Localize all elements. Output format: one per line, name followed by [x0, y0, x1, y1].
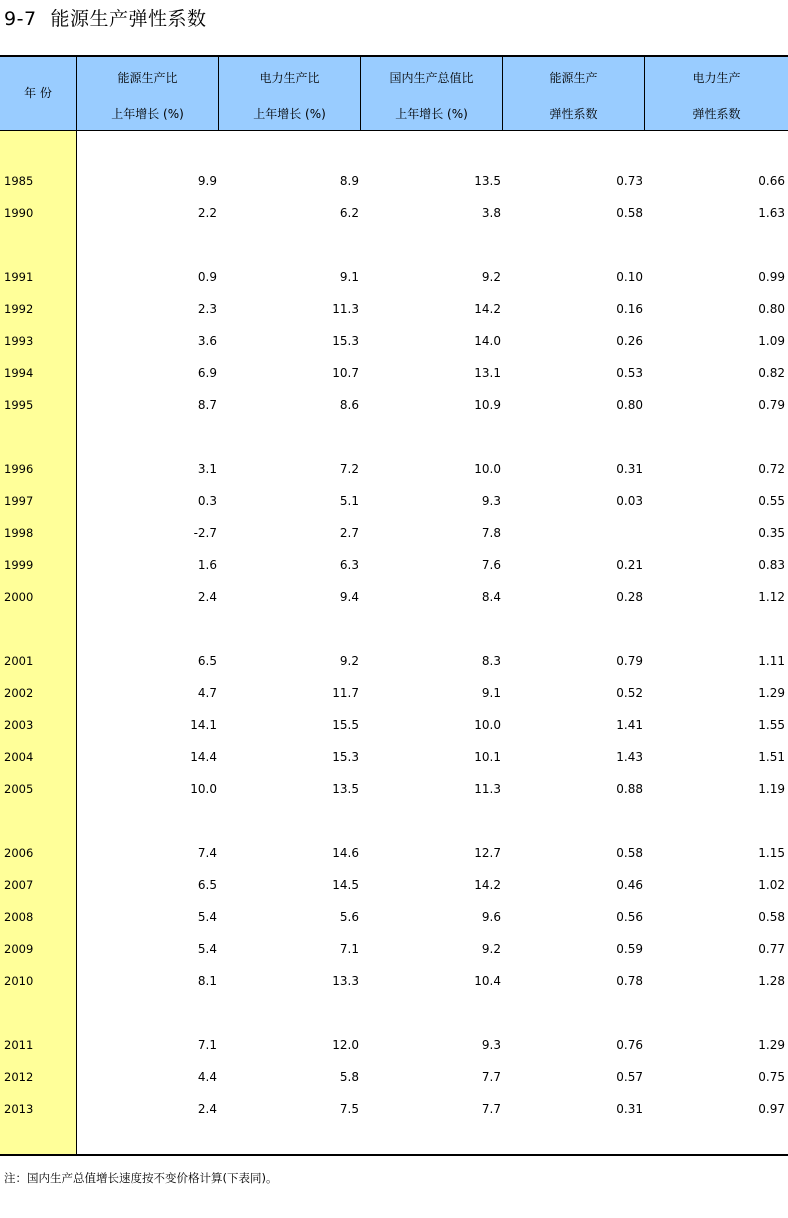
power-elasticity-cell: 1.11 [758, 654, 785, 668]
power-growth-cell: 5.8 [339, 1070, 359, 1084]
power-elasticity-cell: 1.29 [758, 686, 785, 700]
power-elasticity-cell: 1.02 [758, 878, 785, 892]
power-growth-cell: 11.3 [332, 302, 359, 316]
row-year: 1992 [4, 302, 34, 316]
header-line1: 电力生产比 [259, 71, 320, 85]
power-elasticity-cell: 1.28 [758, 974, 785, 988]
gdp-growth-cell: 8.4 [481, 590, 501, 604]
gdp-growth-cell: 10.0 [474, 462, 501, 476]
table-row [0, 942, 788, 960]
gdp-growth-cell: 10.9 [474, 398, 501, 412]
header-line2: 上年增长 (%) [395, 107, 468, 121]
energy-growth-cell: 6.5 [197, 654, 217, 668]
power-growth-cell: 14.6 [332, 846, 359, 860]
header-line1: 能源生产 [549, 71, 598, 85]
table-row [0, 1070, 788, 1088]
energy-elasticity-cell: 1.41 [616, 718, 643, 732]
gdp-growth-cell: 10.0 [474, 718, 501, 732]
table-row [0, 558, 788, 576]
energy-elasticity-cell: 0.73 [616, 174, 643, 188]
energy-elasticity-cell: 0.46 [616, 878, 643, 892]
row-year: 1990 [4, 206, 34, 220]
gdp-growth-cell: 13.5 [474, 174, 501, 188]
energy-elasticity-cell: 1.43 [616, 750, 643, 764]
power-elasticity-cell: 0.77 [758, 942, 785, 956]
data-table [0, 55, 788, 1156]
energy-elasticity-cell: 0.53 [616, 366, 643, 380]
header-line2: 上年增长 (%) [111, 107, 184, 121]
energy-elasticity-cell: 0.26 [616, 334, 643, 348]
power-growth-cell: 15.3 [332, 750, 359, 764]
table-row [0, 590, 788, 608]
energy-elasticity-cell: 0.21 [616, 558, 643, 572]
row-year: 2006 [4, 846, 34, 860]
table-row [0, 334, 788, 352]
header-line1: 国内生产总值比 [389, 71, 474, 85]
row-year: 2001 [4, 654, 34, 668]
power-elasticity-cell: 1.29 [758, 1038, 785, 1052]
power-elasticity-cell: 1.63 [758, 206, 785, 220]
power-growth-cell: 8.6 [339, 398, 359, 412]
gdp-growth-cell: 9.3 [481, 494, 501, 508]
energy-growth-cell: 2.2 [197, 206, 217, 220]
gdp-growth-cell: 7.6 [481, 558, 501, 572]
gdp-growth-cell: 14.2 [474, 302, 501, 316]
power-elasticity-cell: 0.66 [758, 174, 785, 188]
gdp-growth-cell: 9.1 [481, 686, 501, 700]
energy-growth-cell: 6.5 [197, 878, 217, 892]
row-year: 2003 [4, 718, 34, 732]
row-year: 1996 [4, 462, 34, 476]
table-row [0, 846, 788, 864]
gdp-growth-cell: 10.1 [474, 750, 501, 764]
power-growth-cell: 7.5 [339, 1102, 359, 1116]
row-year: 2002 [4, 686, 34, 700]
power-growth-cell: 13.5 [332, 782, 359, 796]
table-row [0, 206, 788, 224]
gdp-growth-cell: 9.2 [481, 270, 501, 284]
gdp-growth-cell: 9.2 [481, 942, 501, 956]
table-row [0, 462, 788, 480]
gdp-growth-cell: 13.1 [474, 366, 501, 380]
energy-elasticity-cell: 0.56 [616, 910, 643, 924]
energy-elasticity-cell: 0.52 [616, 686, 643, 700]
power-growth-cell: 5.1 [339, 494, 359, 508]
row-year: 1985 [4, 174, 34, 188]
power-growth-cell: 10.7 [332, 366, 359, 380]
power-growth-cell: 14.5 [332, 878, 359, 892]
power-elasticity-cell: 0.58 [758, 910, 785, 924]
table-body [0, 131, 788, 1156]
power-growth-cell: 15.3 [332, 334, 359, 348]
power-elasticity-cell: 0.97 [758, 1102, 785, 1116]
energy-growth-cell: 5.4 [197, 910, 217, 924]
table-row [0, 1102, 788, 1120]
power-growth-cell: 7.1 [339, 942, 359, 956]
power-elasticity-cell: 1.51 [758, 750, 785, 764]
power-growth-cell: 8.9 [339, 174, 359, 188]
row-year: 1999 [4, 558, 34, 572]
energy-growth-cell: 14.4 [190, 750, 217, 764]
table-row [0, 1038, 788, 1056]
power-growth-cell: 9.4 [339, 590, 359, 604]
energy-growth-cell: 7.1 [197, 1038, 217, 1052]
power-growth-cell: 5.6 [339, 910, 359, 924]
row-year: 2005 [4, 782, 34, 796]
power-elasticity-cell: 1.19 [758, 782, 785, 796]
energy-growth-cell: 2.4 [197, 590, 217, 604]
header-line1: 能源生产比 [117, 71, 178, 85]
table-row [0, 782, 788, 800]
page-title [4, 4, 207, 31]
footnote: 注：国内生产总值增长速度按不变价格计算(下表同)。 [4, 1171, 278, 1185]
energy-growth-cell: 10.0 [190, 782, 217, 796]
energy-growth-cell: 1.6 [197, 558, 217, 572]
energy-elasticity-cell: 0.03 [616, 494, 643, 508]
table-row [0, 654, 788, 672]
power-elasticity-cell: 0.75 [758, 1070, 785, 1084]
power-growth-cell: 13.3 [332, 974, 359, 988]
power-growth-cell: 6.2 [339, 206, 359, 220]
power-elasticity-cell: 0.79 [758, 398, 785, 412]
gdp-growth-cell: 9.3 [481, 1038, 501, 1052]
header-power-growth [219, 57, 361, 130]
table-number: 9-7 [4, 8, 37, 30]
energy-growth-cell: 9.9 [197, 174, 217, 188]
energy-growth-cell: 4.7 [197, 686, 217, 700]
row-year: 1995 [4, 398, 34, 412]
energy-elasticity-cell: 0.58 [616, 846, 643, 860]
power-elasticity-cell: 0.99 [758, 270, 785, 284]
gdp-growth-cell: 3.8 [481, 206, 501, 220]
header-energy-growth [77, 57, 219, 130]
energy-growth-cell: 7.4 [197, 846, 217, 860]
energy-elasticity-cell: 0.80 [616, 398, 643, 412]
header-line1: 电力生产 [692, 71, 741, 85]
energy-elasticity-cell: 0.28 [616, 590, 643, 604]
power-elasticity-cell: 0.80 [758, 302, 785, 316]
energy-elasticity-cell: 0.31 [616, 462, 643, 476]
row-year: 2004 [4, 750, 34, 764]
header-power-elasticity [645, 57, 788, 130]
gdp-growth-cell: 10.4 [474, 974, 501, 988]
energy-growth-cell: 4.4 [197, 1070, 217, 1084]
power-elasticity-cell: 0.72 [758, 462, 785, 476]
energy-growth-cell: 8.7 [197, 398, 217, 412]
header-line2: 弹性系数 [549, 107, 598, 121]
table-title: 能源生产弹性系数 [50, 8, 207, 30]
table-row [0, 686, 788, 704]
energy-elasticity-cell: 0.79 [616, 654, 643, 668]
table-row [0, 526, 788, 544]
row-year: 1993 [4, 334, 34, 348]
energy-elasticity-cell: 0.59 [616, 942, 643, 956]
energy-elasticity-cell: 0.10 [616, 270, 643, 284]
energy-growth-cell: 3.1 [197, 462, 217, 476]
row-year: 1998 [4, 526, 34, 540]
energy-growth-cell: 0.3 [197, 494, 217, 508]
gdp-growth-cell: 11.3 [474, 782, 501, 796]
row-year: 2011 [4, 1038, 34, 1052]
power-elasticity-cell: 0.55 [758, 494, 785, 508]
energy-elasticity-cell: 0.16 [616, 302, 643, 316]
gdp-growth-cell: 12.7 [474, 846, 501, 860]
power-growth-cell: 12.0 [332, 1038, 359, 1052]
gdp-growth-cell: 14.0 [474, 334, 501, 348]
table-row [0, 878, 788, 896]
power-elasticity-cell: 0.35 [758, 526, 785, 540]
header-year: 年 份 [0, 57, 77, 130]
header-energy-elasticity [503, 57, 645, 130]
gdp-growth-cell: 7.7 [481, 1070, 501, 1084]
table-row [0, 494, 788, 512]
energy-elasticity-cell: 0.76 [616, 1038, 643, 1052]
header-line2: 上年增长 (%) [253, 107, 326, 121]
power-elasticity-cell: 1.12 [758, 590, 785, 604]
row-year: 2013 [4, 1102, 34, 1116]
gdp-growth-cell: 14.2 [474, 878, 501, 892]
table-row [0, 302, 788, 320]
power-growth-cell: 9.2 [339, 654, 359, 668]
row-year: 1997 [4, 494, 34, 508]
power-elasticity-cell: 1.15 [758, 846, 785, 860]
power-elasticity-cell: 1.09 [758, 334, 785, 348]
table-row [0, 366, 788, 384]
energy-elasticity-cell: 0.57 [616, 1070, 643, 1084]
row-year: 2009 [4, 942, 34, 956]
energy-growth-cell: 0.9 [197, 270, 217, 284]
energy-growth-cell: -2.7 [193, 526, 217, 540]
header-gdp-growth [361, 57, 503, 130]
row-year: 2008 [4, 910, 34, 924]
power-elasticity-cell: 1.55 [758, 718, 785, 732]
energy-growth-cell: 14.1 [190, 718, 217, 732]
gdp-growth-cell: 7.8 [481, 526, 501, 540]
row-year: 1991 [4, 270, 34, 284]
energy-growth-cell: 8.1 [197, 974, 217, 988]
table-row [0, 910, 788, 928]
energy-growth-cell: 6.9 [197, 366, 217, 380]
row-year: 2012 [4, 1070, 34, 1084]
row-year: 2010 [4, 974, 34, 988]
table-header [0, 55, 788, 131]
energy-elasticity-cell: 0.31 [616, 1102, 643, 1116]
gdp-growth-cell: 9.6 [481, 910, 501, 924]
header-line2: 弹性系数 [692, 107, 741, 121]
row-year: 1994 [4, 366, 34, 380]
power-growth-cell: 2.7 [339, 526, 359, 540]
power-growth-cell: 7.2 [339, 462, 359, 476]
energy-elasticity-cell: 0.88 [616, 782, 643, 796]
gdp-growth-cell: 7.7 [481, 1102, 501, 1116]
table-row [0, 270, 788, 288]
power-elasticity-cell: 0.82 [758, 366, 785, 380]
table-row [0, 398, 788, 416]
energy-growth-cell: 2.3 [197, 302, 217, 316]
energy-elasticity-cell: 0.78 [616, 974, 643, 988]
energy-elasticity-cell: 0.58 [616, 206, 643, 220]
energy-growth-cell: 5.4 [197, 942, 217, 956]
table-row [0, 718, 788, 736]
power-growth-cell: 11.7 [332, 686, 359, 700]
row-year: 2000 [4, 590, 34, 604]
power-growth-cell: 9.1 [339, 270, 359, 284]
power-growth-cell: 15.5 [332, 718, 359, 732]
power-growth-cell: 6.3 [339, 558, 359, 572]
table-row [0, 974, 788, 992]
gdp-growth-cell: 8.3 [481, 654, 501, 668]
energy-growth-cell: 3.6 [197, 334, 217, 348]
power-elasticity-cell: 0.83 [758, 558, 785, 572]
table-row [0, 174, 788, 192]
energy-growth-cell: 2.4 [197, 1102, 217, 1116]
row-year: 2007 [4, 878, 34, 892]
table-row [0, 750, 788, 768]
